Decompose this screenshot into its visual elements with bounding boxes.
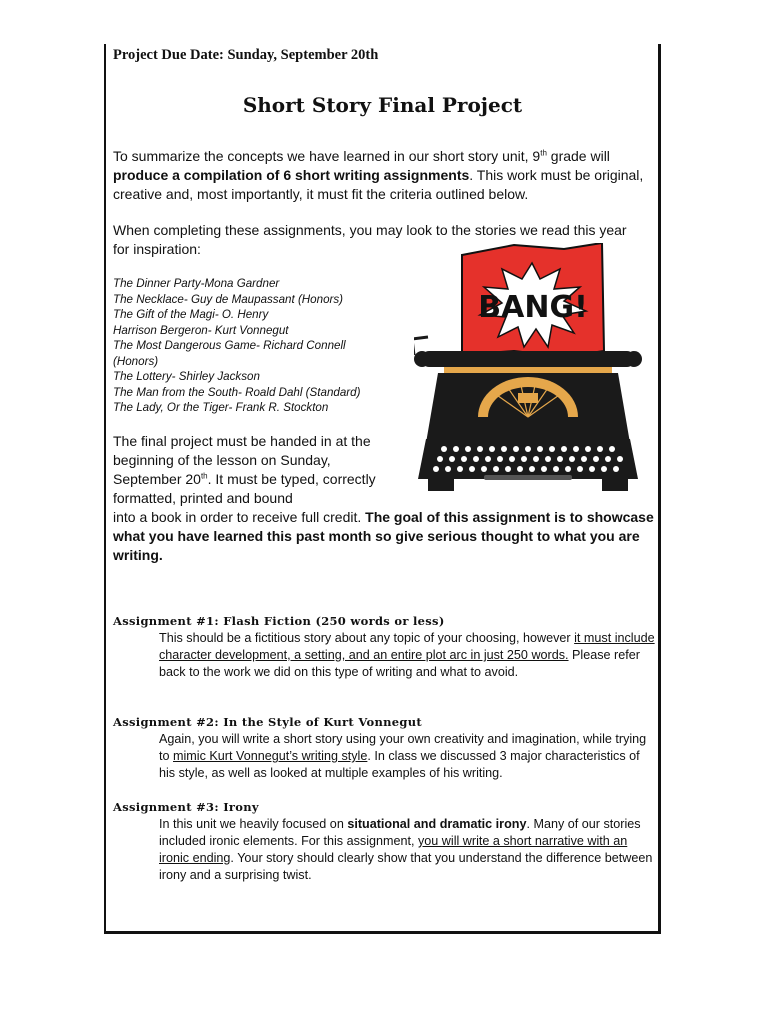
page-title: Short Story Final Project xyxy=(242,93,523,117)
list-item: The Lady, Or the Tiger- Frank R. Stockton xyxy=(113,401,329,414)
assignment-1-body: This should be a fictitious story about any topic of your choosing, however it must include character development, a setting, and an entire plot arc in just 250 words. Please refer back to the work we did on this type of writing and what to avoid. xyxy=(159,631,655,679)
assignment-3-heading: Assignment #3: Irony xyxy=(113,800,259,814)
list-item: The Most Dangerous Game- Richard Connell (Honors) xyxy=(113,339,346,368)
list-item: The Lottery- Shirley Jackson xyxy=(113,370,260,383)
due-date: Project Due Date: Sunday, September 20th xyxy=(113,47,379,63)
bang-text: BANG! xyxy=(478,290,588,325)
inspiration-paragraph: When completing these assignments, you may look to the stories we read this year for inspiration: xyxy=(113,222,627,257)
story-list xyxy=(113,276,413,416)
list-item: Harrison Bergeron- Kurt Vonnegut xyxy=(113,323,289,337)
assignment-2-heading: Assignment #2: In the Style of Kurt Vonnegut xyxy=(113,715,423,729)
assignment-1-heading: Assignment #1: Flash Fiction (250 words or less) xyxy=(113,614,445,628)
list-item: The Necklace- Guy de Maupassant (Honors) xyxy=(113,292,344,306)
list-item: The Dinner Party-Mona Gardner xyxy=(113,277,280,290)
assignment-3-body: In this unit we heavily focused on situational and dramatic irony. Many of our stories included ironic elements. For this assignment, you will write a short narrative with an ironic ending. Your story should clearly show that you understand the difference between irony and a surprising twist. xyxy=(159,817,653,882)
final-paragraph: The final project must be handed in at the beginning of the lesson on Sunday, September 20th. It must be typed, correctly formatted, printed and bound into a book in order to receive full credit. The goal of this assignment is to showcase what you have learned this past month so give serious thought to what you are writing. xyxy=(113,433,654,563)
list-item: The Man from the South- Roald Dahl (Standard) xyxy=(113,385,361,399)
intro-paragraph: To summarize the concepts we have learned in our short story unit, 9th grade will produce a compilation of 6 short writing assignments. This work must be original, creative and, most importantly, it must fit the criteria outlined below. xyxy=(113,148,644,202)
assignment-2-body: Again, you will write a short story using your own creativity and imagination, while trying to mimic Kurt Vonnegut’s writing style. In class we discussed 3 major characteristics of his style, as well as looked at multiple examples of his writing. xyxy=(159,732,647,780)
list-item: The Gift of the Magi- O. Henry xyxy=(113,308,269,321)
